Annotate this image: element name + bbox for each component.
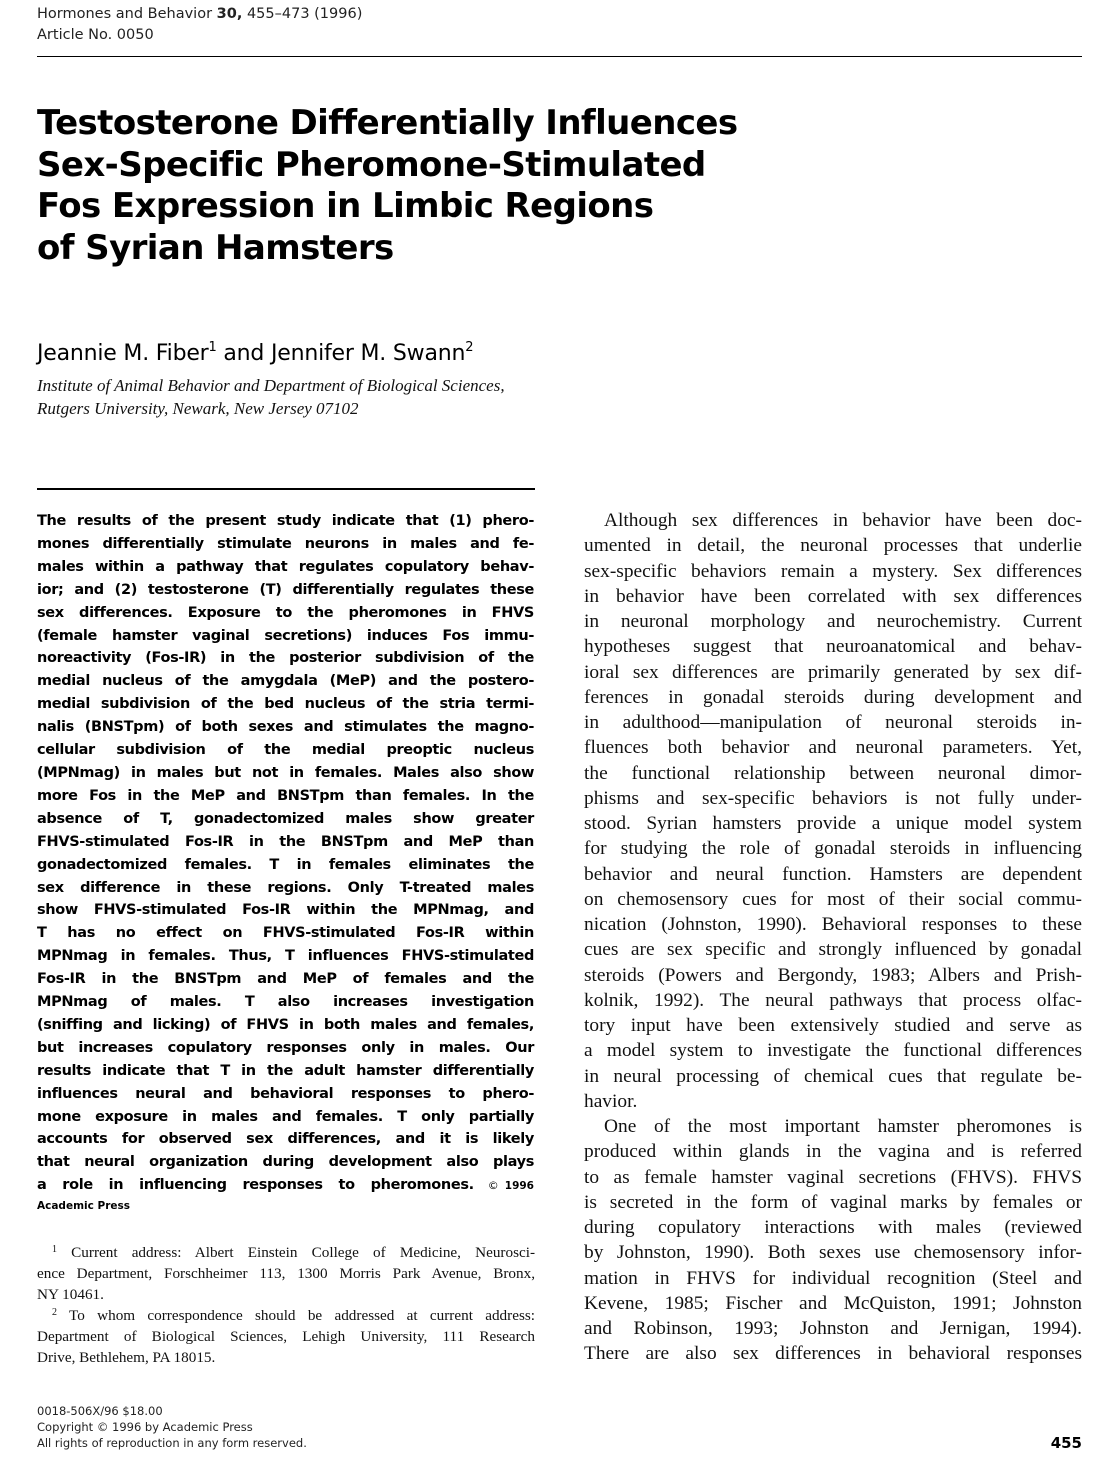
abstract-line: results indicate that T in the adult hamster differentially (37, 1062, 534, 1079)
body-line: in neural processing of chemical cues that regulate be- (584, 1065, 1082, 1087)
author-list (37, 337, 473, 371)
header-rule (37, 56, 1082, 57)
abstract-line: but increases copulatory responses only in males. Our (37, 1039, 534, 1056)
abstract-line: FHVS-stimulated Fos-IR in the BNSTpm and MeP than (37, 833, 534, 850)
body-line: steroids (Powers and Bergondy, 1983; Albers and Prish- (584, 964, 1082, 986)
body-line: phisms and sex-specific behaviors is not fully under- (584, 787, 1082, 809)
body-line: for studying the role of gonadal steroids in influencing (584, 838, 1082, 860)
abstract-line: more Fos in the MeP and BNSTpm than females. In the (37, 787, 534, 804)
publication-info (37, 1403, 307, 1451)
author-joiner: and (223, 341, 265, 366)
abstract-line: Fos-IR in the BNSTpm and MeP of females and the (37, 971, 534, 988)
abstract-line: males within a pathway that regulates copulatory behav- (37, 558, 534, 575)
abstract-line: sex difference in these regions. Only T-treated males (37, 879, 534, 896)
abstract-line: (MPNmag) in males but not in females. Males also show (37, 764, 534, 781)
abstract-line: (female hamster vaginal secretions) induces Fos immu- (37, 627, 534, 644)
body-line: in behavior have been correlated with sex differences (584, 585, 1082, 607)
body-line: in adulthood—manipulation of neuronal steroids in- (584, 712, 1082, 733)
affiliation (37, 374, 505, 420)
title-line: Testosterone Differentially Influences (37, 103, 738, 143)
running-head (37, 4, 362, 46)
journal-name: Hormones and Behavior (37, 6, 213, 22)
abstract-line: gonadectomized females. T in females eliminates the (37, 856, 534, 873)
title-line: Fos Expression in Limbic Regions (37, 186, 654, 226)
body-line: Kevene, 1985; Fischer and McQuiston, 1991; Johnston (584, 1292, 1082, 1314)
body-line: mation in FHVS for individual recognition (Steel and (584, 1267, 1082, 1289)
footnote-line: ence Department, Forschheimer 113, 1300 Morris Park Avenue, Bronx, (37, 1264, 535, 1282)
abstract-line: that neural organization during development also plays (37, 1154, 534, 1171)
body-line: stood. Syrian hamsters provide a unique model system (584, 813, 1082, 834)
body-line: and Robinson, 1993; Johnston and Jernigan, 1994). (584, 1318, 1082, 1339)
abstract-line: accounts for observed sex differences, and it is likely (37, 1131, 534, 1148)
body-line: One of the most important hamster pheromones is (604, 1116, 1082, 1137)
abstract-line: absence of T, gonadectomized males show greater (37, 810, 534, 827)
abstract-rule (37, 488, 535, 490)
journal-citation (37, 4, 362, 25)
abstract-line: MPNmag in females. Thus, T influences FHVS-stimulated (37, 948, 534, 965)
abstract-line: mone exposure in males and females. T only partially (37, 1108, 534, 1125)
abstract-line: sex differences. Exposure to the pheromones in FHVS (37, 604, 534, 621)
abstract-line: medial subdivision of the bed nucleus of the stria termi- (37, 696, 534, 713)
abstract-line: noreactivity (Fos-IR) in the posterior subdivision of the (37, 650, 534, 667)
author-name: Jennifer M. Swann (270, 341, 466, 366)
body-line: Although sex differences in behavior have been doc- (604, 510, 1082, 531)
body-line: There are also sex differences in behavioral responses (584, 1343, 1082, 1365)
author-name: Jeannie M. Fiber (37, 341, 209, 366)
abstract-line: influences neural and behavioral responses to phero- (37, 1085, 534, 1102)
affiliation-line: Institute of Animal Behavior and Department of Biological Sciences, (37, 376, 505, 395)
body-line: the functional relationship between neuronal dimor- (584, 762, 1082, 784)
body-line: by Johnston, 1990). Both sexes use chemosensory infor- (584, 1242, 1082, 1264)
body-line: fluences both behavior and neuronal parameters. Yet, (584, 737, 1082, 759)
copyright-notice: Copyright © 1996 by Academic Press (37, 1420, 253, 1434)
body-line: cues are sex specific and strongly influenced by gonadal (584, 939, 1082, 961)
abstract-final-line (37, 1174, 534, 1198)
abstract-publisher: Academic Press (37, 1200, 130, 1212)
body-line: kolnik, 1992). The neural pathways that process olfac- (584, 989, 1082, 1011)
body-line: ferences in gonadal steroids during development and (584, 686, 1082, 708)
footnote-line: Department of Biological Sciences, Lehigh University, 111 Research (37, 1327, 535, 1345)
abstract-line: The results of the present study indicate that (1) phero- (37, 513, 534, 529)
body-line: tory input have been extensively studied and serve as (584, 1015, 1082, 1036)
abstract-line: cellular subdivision of the medial preoptic nucleus (37, 742, 534, 759)
article-number: Article No. 0050 (37, 27, 154, 43)
footnote-line (37, 1243, 535, 1264)
article-title (37, 103, 797, 269)
abstract-line: ior; and (2) testosterone (T) differentially regulates these (37, 581, 534, 598)
footnote-mark: 1 (52, 1244, 57, 1255)
footnote-mark: 1 (208, 340, 217, 355)
footnote-text: Current address: Albert Einstein College of Medicine, Neurosci- (71, 1244, 535, 1261)
page-number: 455 (1050, 1434, 1082, 1452)
abstract-line: a role in influencing responses to pheromones. (37, 1177, 474, 1194)
body-line: a model system to investigate the functional differences (584, 1040, 1082, 1062)
body-line: sex-specific behaviors remain a mystery. Sex differences (584, 560, 1082, 582)
title-line: of Syrian Hamsters (37, 227, 394, 268)
body-line: havior. (584, 1090, 638, 1112)
affiliation-line: Rutgers University, Newark, New Jersey 07102 (37, 399, 359, 418)
rights-notice: All rights of reproduction in any form reserved. (37, 1436, 307, 1450)
footnote-line: NY 10461. (37, 1285, 104, 1303)
issn-price: 0018-506X/96 $18.00 (37, 1404, 163, 1418)
footnote-mark: 2 (465, 340, 474, 355)
footnotes (37, 1243, 535, 1368)
abstract-line: (sniffing and licking) of FHVS in both males and females, (37, 1016, 534, 1033)
body-line: hypotheses suggest that neuroanatomical and behav- (584, 636, 1082, 658)
abstract-line: show FHVS-stimulated Fos-IR within the MPNmag, and (37, 902, 534, 919)
abstract-line: nalis (BNSTpm) of both sexes and stimulates the magno- (37, 719, 534, 736)
body-line: behavior and neural function. Hamsters are dependent (584, 863, 1082, 885)
body-line: umented in detail, the neuronal processes that underlie (584, 535, 1082, 557)
body-text (584, 508, 1082, 1367)
abstract-line: T has no effect on FHVS-stimulated Fos-IR within (37, 925, 534, 942)
copyright-year: 1996 (504, 1180, 534, 1193)
footnote-line: Drive, Bethlehem, PA 18015. (37, 1348, 216, 1366)
body-line: ioral sex differences are primarily generated by sex dif- (584, 661, 1082, 683)
abstract-line: MPNmag of males. T also increases investigation (37, 994, 534, 1011)
body-line: to as female hamster vaginal secretions (FHVS). FHVS (584, 1166, 1082, 1188)
body-line: on chemosensory cues for most of their social commu- (584, 888, 1082, 910)
copyright-symbol: © (487, 1179, 499, 1193)
body-line: during copulatory interactions with males (reviewed (584, 1217, 1082, 1238)
abstract-line: mones differentially stimulate neurons in males and fe- (37, 535, 534, 552)
abstract-line: medial nucleus of the amygdala (MeP) and the postero- (37, 673, 534, 690)
body-line: produced within glands in the vagina and is referred (584, 1141, 1082, 1163)
body-line: in neuronal morphology and neurochemistry. Current (584, 611, 1082, 632)
footnote-mark: 2 (52, 1306, 57, 1318)
body-line: nication (Johnston, 1990). Behavioral responses to these (584, 914, 1082, 935)
title-line: Sex-Specific Pheromone-Stimulated (37, 144, 706, 185)
footnote-line (37, 1306, 535, 1327)
abstract (37, 510, 534, 1198)
footnote-text: To whom correspondence should be addressed at current address: (69, 1306, 535, 1324)
journal-pages: 455–473 (1996) (246, 6, 363, 22)
body-line: is secreted in the form of vaginal marks by females or (584, 1191, 1082, 1213)
journal-volume: 30, (216, 6, 243, 22)
